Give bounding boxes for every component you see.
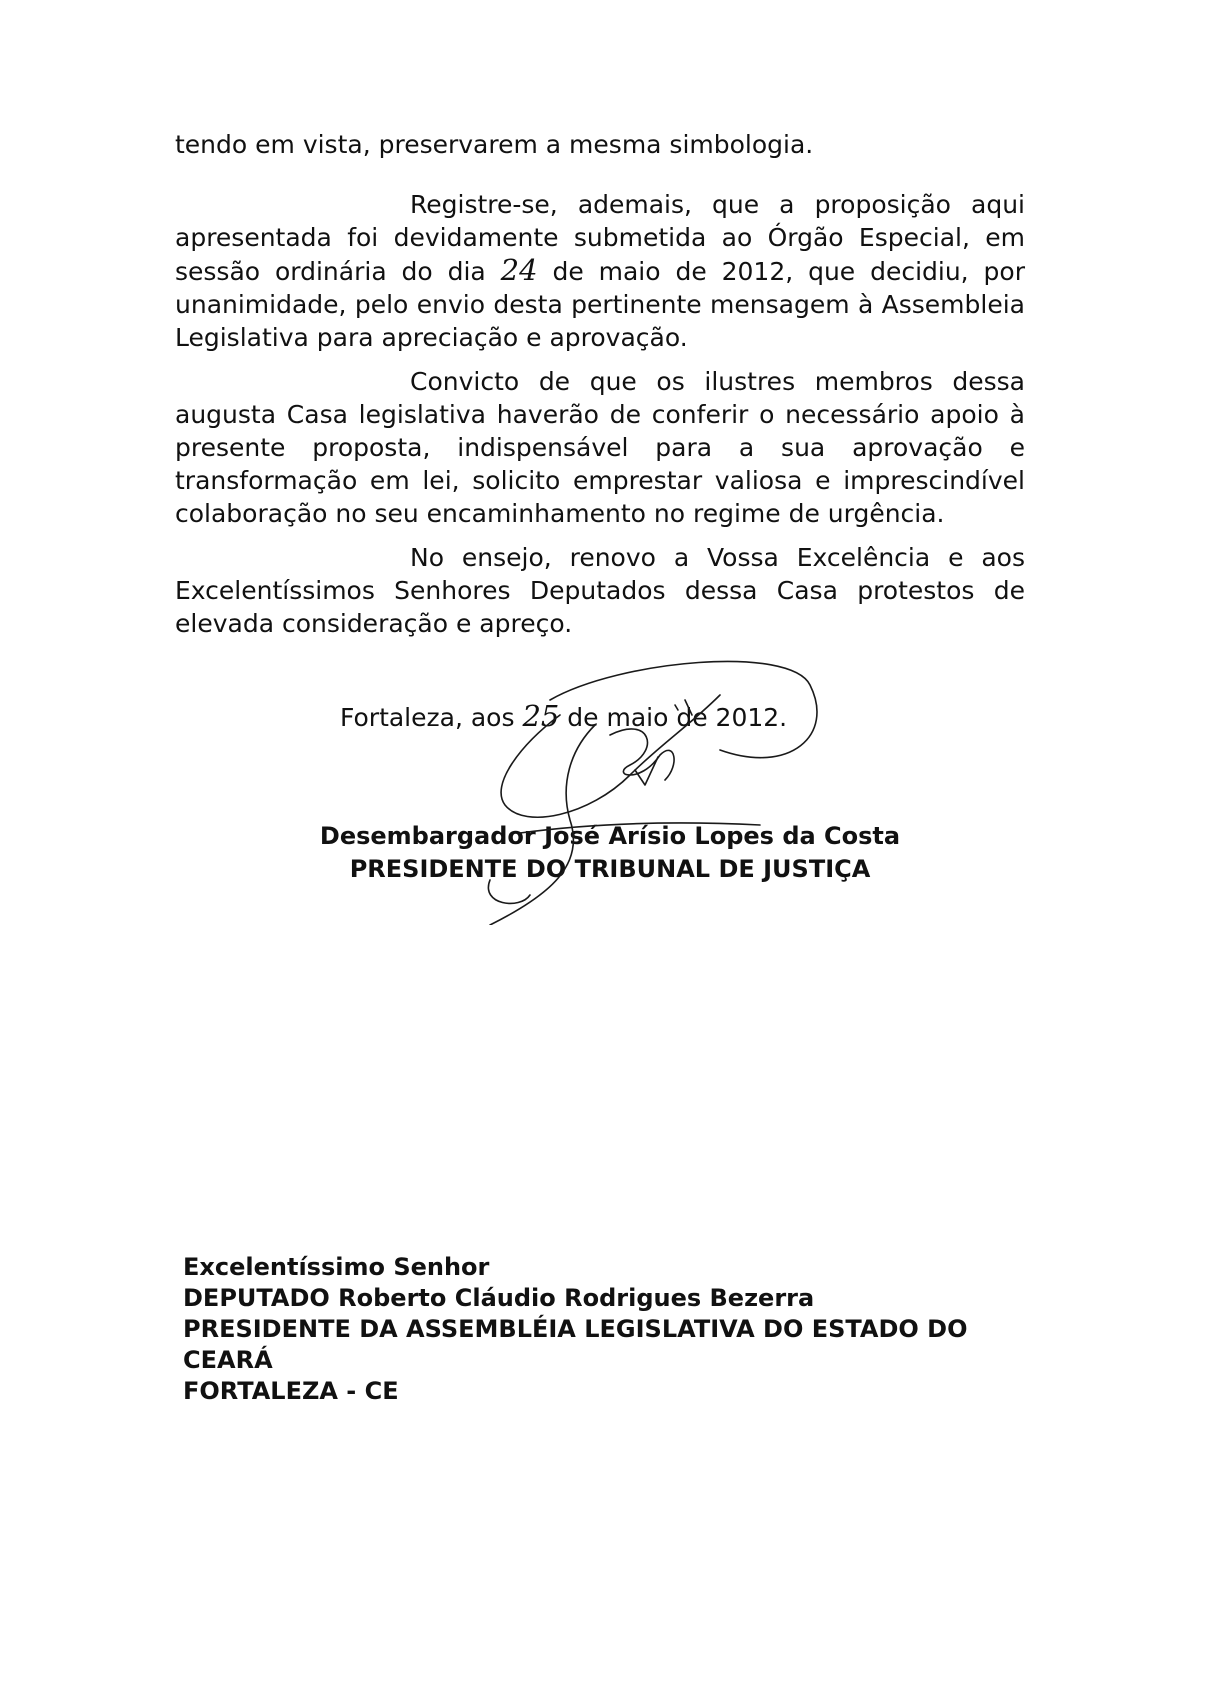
addressee-title: PRESIDENTE DA ASSEMBLÉIA LEGISLATIVA DO ESTADO DO	[183, 1315, 968, 1343]
addressee-state: CEARÁ	[183, 1346, 273, 1374]
handwritten-signature	[460, 655, 920, 925]
paragraph-registre-text-a: Registre-se, ademais, que a proposição aqui apresentada foi devidamente submetida ao Órgão Especial, em sessão ordinária do dia	[175, 190, 1025, 286]
paragraph-registre-text-b: de maio de 2012, que decidiu, por unanimidade, pelo envio desta pertinente mensagem à Assembleia Legislativa para apreciação e aprovação.	[175, 257, 1025, 352]
paragraph-registre	[175, 188, 1025, 354]
paragraph-ensejo: No ensejo, renovo a Vossa Excelência e aos Excelentíssimos Senhores Deputados dessa Casa protestos de elevada consideração e apreço.	[175, 543, 1025, 638]
addressee-block	[183, 1252, 1043, 1407]
addressee-city: FORTALEZA - CE	[183, 1377, 399, 1405]
paragraph-convicto: Convicto de que os ilustres membros dessa augusta Casa legislativa haverão de conferir o necessário apoio à presente proposta, indispensável para a sua aprovação e transformação em lei, solicito emprestar valiosa e imprescindível colaboração no seu encaminhamento no regime de urgência.	[175, 367, 1025, 528]
addressee-salutation: Excelentíssimo Senhor	[183, 1253, 490, 1281]
paragraph-intro: tendo em vista, preservarem a mesma simbologia.	[175, 130, 814, 159]
place-prefix: Fortaleza, aos	[340, 703, 523, 732]
date-suffix: de maio de 2012.	[559, 703, 788, 732]
addressee-name: DEPUTADO Roberto Cláudio Rodrigues Bezerra	[183, 1284, 815, 1312]
signatory-name: Desembargador José Arísio Lopes da Costa	[319, 822, 901, 850]
handwritten-day: 24	[500, 253, 538, 287]
signatory-title: PRESIDENTE DO TRIBUNAL DE JUSTIÇA	[349, 855, 871, 883]
handwritten-date-day: 25	[522, 699, 560, 733]
